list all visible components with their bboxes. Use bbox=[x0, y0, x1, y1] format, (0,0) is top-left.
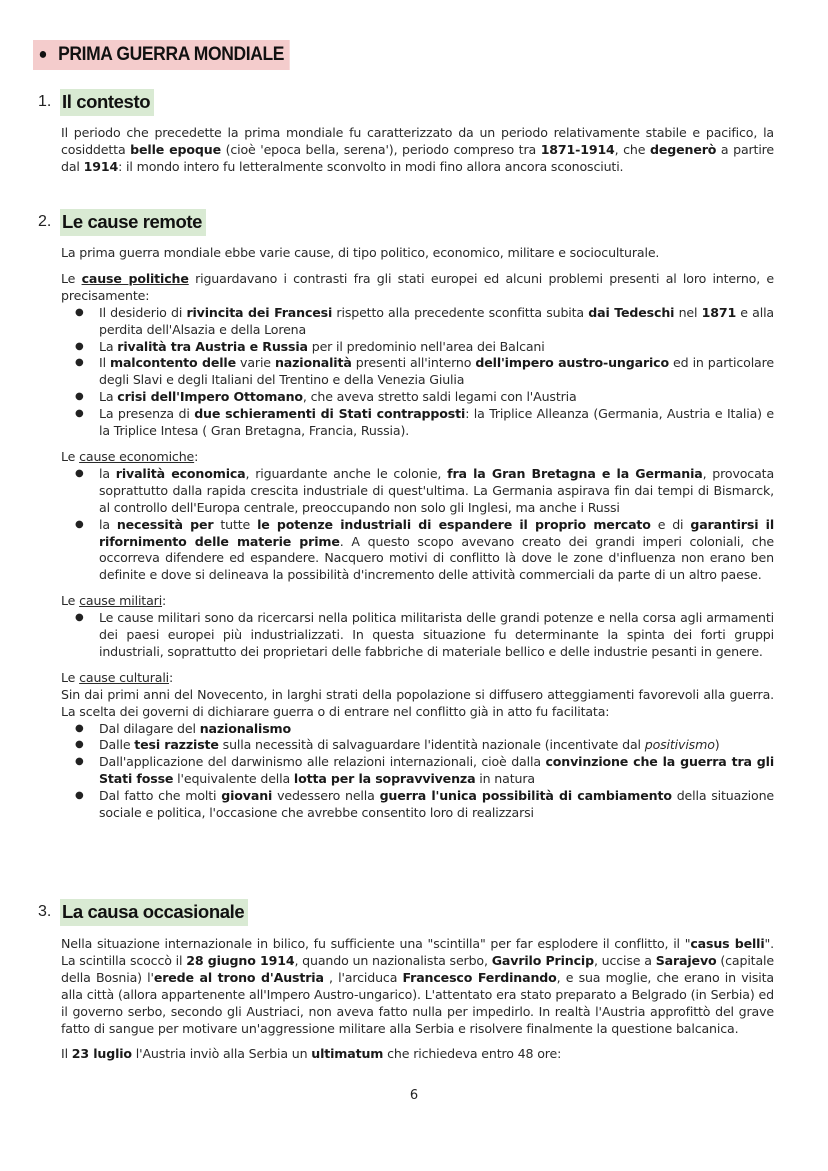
title-text: PRIMA GUERRA MONDIALE bbox=[58, 44, 285, 65]
list-item: ● La presenza di due schieramenti di Stati contrapposti: la Triplice Alleanza (Germania, Austria e Italia) e la Triplice Intesa ( Gran Bretagna, Francia, Russia). bbox=[61, 406, 774, 440]
section-title: Le cause remote bbox=[60, 209, 206, 236]
paragraph: La prima guerra mondiale ebbe varie cause, di tipo politico, economico, militare e socioculturale. bbox=[61, 245, 660, 260]
list-item: ● Dalle tesi razziste sulla necessità di salvaguardare l'identità nazionale (incentivate dal positivismo) bbox=[61, 737, 774, 754]
political-causes-list bbox=[61, 305, 774, 440]
military-causes-list bbox=[61, 610, 774, 661]
section-heading-1 bbox=[38, 88, 154, 116]
section-number: 2. bbox=[38, 213, 52, 230]
paragraph: Le cause militari: bbox=[61, 593, 167, 609]
paragraph: Il 23 luglio l'Austria inviò alla Serbia un ultimatum che richiedeva entro 48 ore: bbox=[61, 1046, 562, 1062]
list-item: ● Le cause militari sono da ricercarsi nella politica militarista delle grandi potenze e nella corsa agli armamenti dei paesi europei più industrializzati. In questa situazione fu determinante la spinta dei forti gruppi industriali, soprattutto dei proprietari delle fabbriche di materiale bellico e delle industrie pesanti in genere. bbox=[61, 610, 774, 661]
bullet-icon: ● bbox=[38, 46, 48, 63]
list-item: ● Dal dilagare del nazionalismo bbox=[61, 721, 774, 738]
paragraph: Nella situazione internazionale in bilico, fu sufficiente una "scintilla" per far esplodere il conflitto, il "casus belli". La scintilla scoccò il 28 giugno 1914, quando un nazionalista serbo, Gavrilo Princip, uccise a Sarajevo (capitale della Bosnia) l'erede al trono d'Austria , l'arciduca Francesco Ferdinando, e sua moglie, che erano in visita alla città (allora appartenente all'Impero Austro-ungarico). L'attentato era stato preparato a Belgrado (in Serbia) ed il governo serbo, secondo gli Austriaci, non aveva fatto nulla per impedirlo. In realtà l'Austria approfittò del grave fatto di sangue per motivare un'aggressione militare alla Serbia e risolvere finalmente la questione balcanica. bbox=[61, 936, 774, 1036]
cultural-causes-list bbox=[61, 721, 774, 822]
paragraph: Le cause politiche riguardavano i contrasti fra gli stati europei ed alcuni problemi presenti al loro interno, e precisamente: bbox=[61, 270, 774, 303]
list-item: ● la necessità per tutte le potenze industriali di espandere il proprio mercato e di garantirsi il rifornimento delle materie prime. A questo scopo avevano creato dei grandi imperi coloniali, che occorreva difendere ed espandere. Nacquero motivi di conflitto là dove le zone d'influenza non erano ben definite e dove si delineava la possibilità d'incremento delle attività commerciali da parte di un altro paese. bbox=[61, 517, 774, 585]
list-item: ● Dall'applicazione del darwinismo alle relazioni internazionali, cioè dalla convinzione che la guerra tra gli Stati fosse l'equivalente della lotta per la sopravvivenza in natura bbox=[61, 754, 774, 788]
section-heading-3 bbox=[38, 898, 248, 926]
list-item: ● Il desiderio di rivincita dei Francesi rispetto alla precedente sconfitta subita dai Tedeschi nel 1871 e alla perdita dell'Alsazia e della Lorena bbox=[61, 305, 774, 339]
paragraph: Il periodo che precedette la prima mondiale fu caratterizzato da un periodo relativamente stabile e pacifico, la cosiddetta belle epoque (cioè 'epoca bella, serena'), periodo compreso tra 1871-1914, che degenerò a partire dal 1914: il mondo intero fu letteralmente sconvolto in modi fino allora ancora sconosciuti. bbox=[61, 125, 775, 174]
paragraph: Sin dai primi anni del Novecento, in larghi strati della popolazione si diffusero atteggiamenti favorevoli alla guerra. La scelta dei governi di dichiarare guerra o di entrare nel conflitto già in atto fu facilitata: bbox=[61, 686, 774, 719]
section-title: Il contesto bbox=[60, 89, 154, 116]
list-item: ● La crisi dell'Impero Ottomano, che aveva stretto saldi legami con l'Austria bbox=[61, 389, 774, 406]
section-1-body bbox=[61, 125, 774, 176]
list-item: ● Il malcontento delle varie nazionalità presenti all'interno dell'impero austro-ungarico ed in particolare degli Slavi e degli Italiani del Trentino e della Venezia Giulia bbox=[61, 355, 774, 389]
paragraph: Le cause economiche: bbox=[61, 448, 199, 464]
section-heading-2 bbox=[38, 208, 206, 236]
list-item: ● Dal fatto che molti giovani vedessero nella guerra l'unica possibilità di cambiamento della situazione sociale e politica, l'occasione che avrebbe consentito loro di realizzarsi bbox=[61, 788, 774, 822]
paragraph: Le cause culturali: bbox=[61, 669, 174, 685]
page-title bbox=[33, 40, 290, 70]
section-number: 1. bbox=[38, 93, 52, 110]
page-number: 6 bbox=[409, 1088, 419, 1103]
section-3-body bbox=[61, 936, 774, 1063]
section-2-body bbox=[61, 245, 774, 822]
list-item: ● la rivalità economica, riguardante anche le colonie, fra la Gran Bretagna e la Germania, provocata soprattutto dalla rapida crescita industriale di quest'ultima. La Germania aspirava fin dai tempi di Bismarck, al controllo dell'Europa centrale, preoccupando non solo gli Inglesi, ma anche i Russi bbox=[61, 466, 774, 517]
list-item: ● La rivalità tra Austria e Russia per il predominio nell'area dei Balcani bbox=[61, 339, 774, 356]
section-number: 3. bbox=[38, 903, 52, 920]
economic-causes-list bbox=[61, 466, 774, 584]
section-title: La causa occasionale bbox=[60, 899, 248, 926]
